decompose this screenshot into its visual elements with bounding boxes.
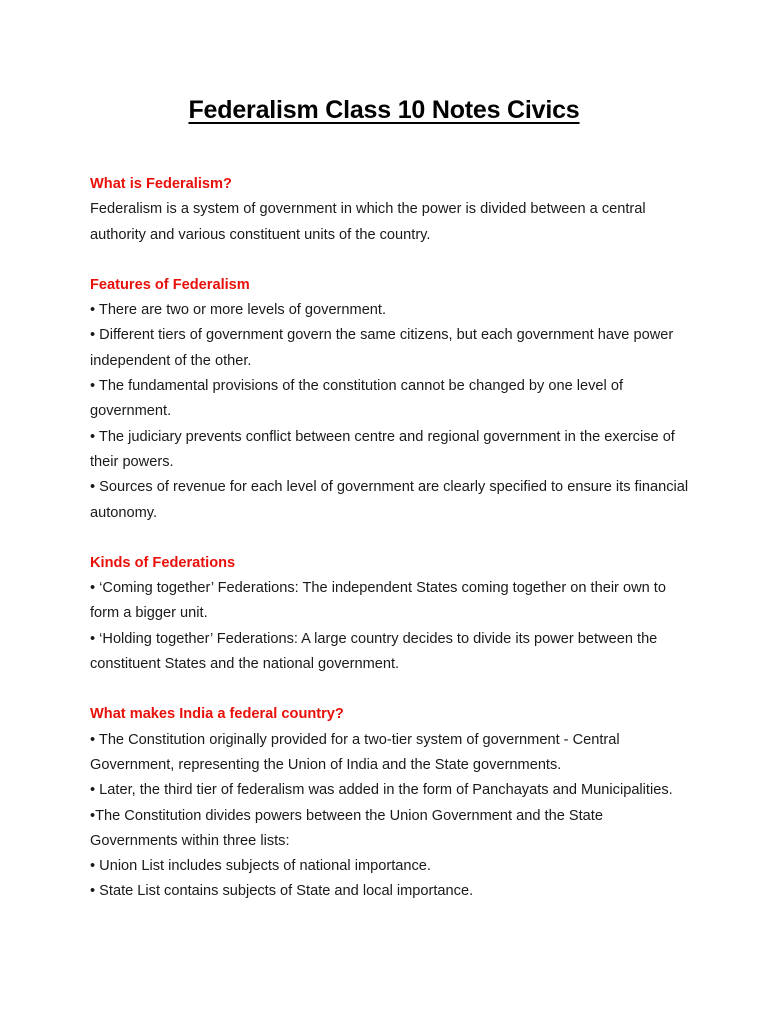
bullet-item: • The fundamental provisions of the constitution cannot be changed by one level of government. (90, 378, 623, 420)
bullet-item: • The judiciary prevents conflict between centre and regional government in the exercise of their powers. (90, 428, 675, 470)
bullet-item: • Later, the third tier of federalism was added in the form of Panchayats and Municipalities. (90, 782, 673, 799)
section-heading: Features of Federalism (90, 276, 250, 293)
bullet-item: • There are two or more levels of government. (90, 302, 387, 319)
bullet-item: • Different tiers of government govern the same citizens, but each government have power independent of the other. (90, 327, 674, 369)
bullet-item: • Union List includes subjects of national importance. (90, 858, 431, 875)
section-kinds-of-federations (90, 551, 690, 677)
section-india-federal-country (90, 702, 690, 904)
section-what-is-federalism (90, 172, 690, 248)
bullet-item: • State List contains subjects of State and local importance. (90, 883, 474, 900)
section-heading: What makes India a federal country? (90, 706, 344, 723)
paragraph: Federalism is a system of government in which the power is divided between a central authority and various constituent units of the country. (90, 201, 646, 243)
section-features-of-federalism (90, 273, 690, 526)
bullet-item: • ‘Coming together’ Federations: The independent States coming together on their own to form a bigger unit. (90, 580, 666, 622)
bullet-item: •The Constitution divides powers between the Union Government and the State Governments within three lists: (90, 807, 603, 849)
document-body (90, 172, 690, 905)
bullet-item: • Sources of revenue for each level of government are clearly specified to ensure its financial autonomy. (90, 479, 689, 521)
section-heading: What is Federalism? (90, 176, 232, 192)
section-heading: Kinds of Federations (90, 554, 236, 571)
bullet-item: • The Constitution originally provided for a two-tier system of government - Central Government, representing the Union of India and the State governments. (90, 731, 620, 773)
bullet-item: • ‘Holding together’ Federations: A large country decides to divide its power between the constituent States and the national government. (90, 630, 658, 673)
page-title: Federalism Class 10 Notes Civics (188, 96, 580, 124)
